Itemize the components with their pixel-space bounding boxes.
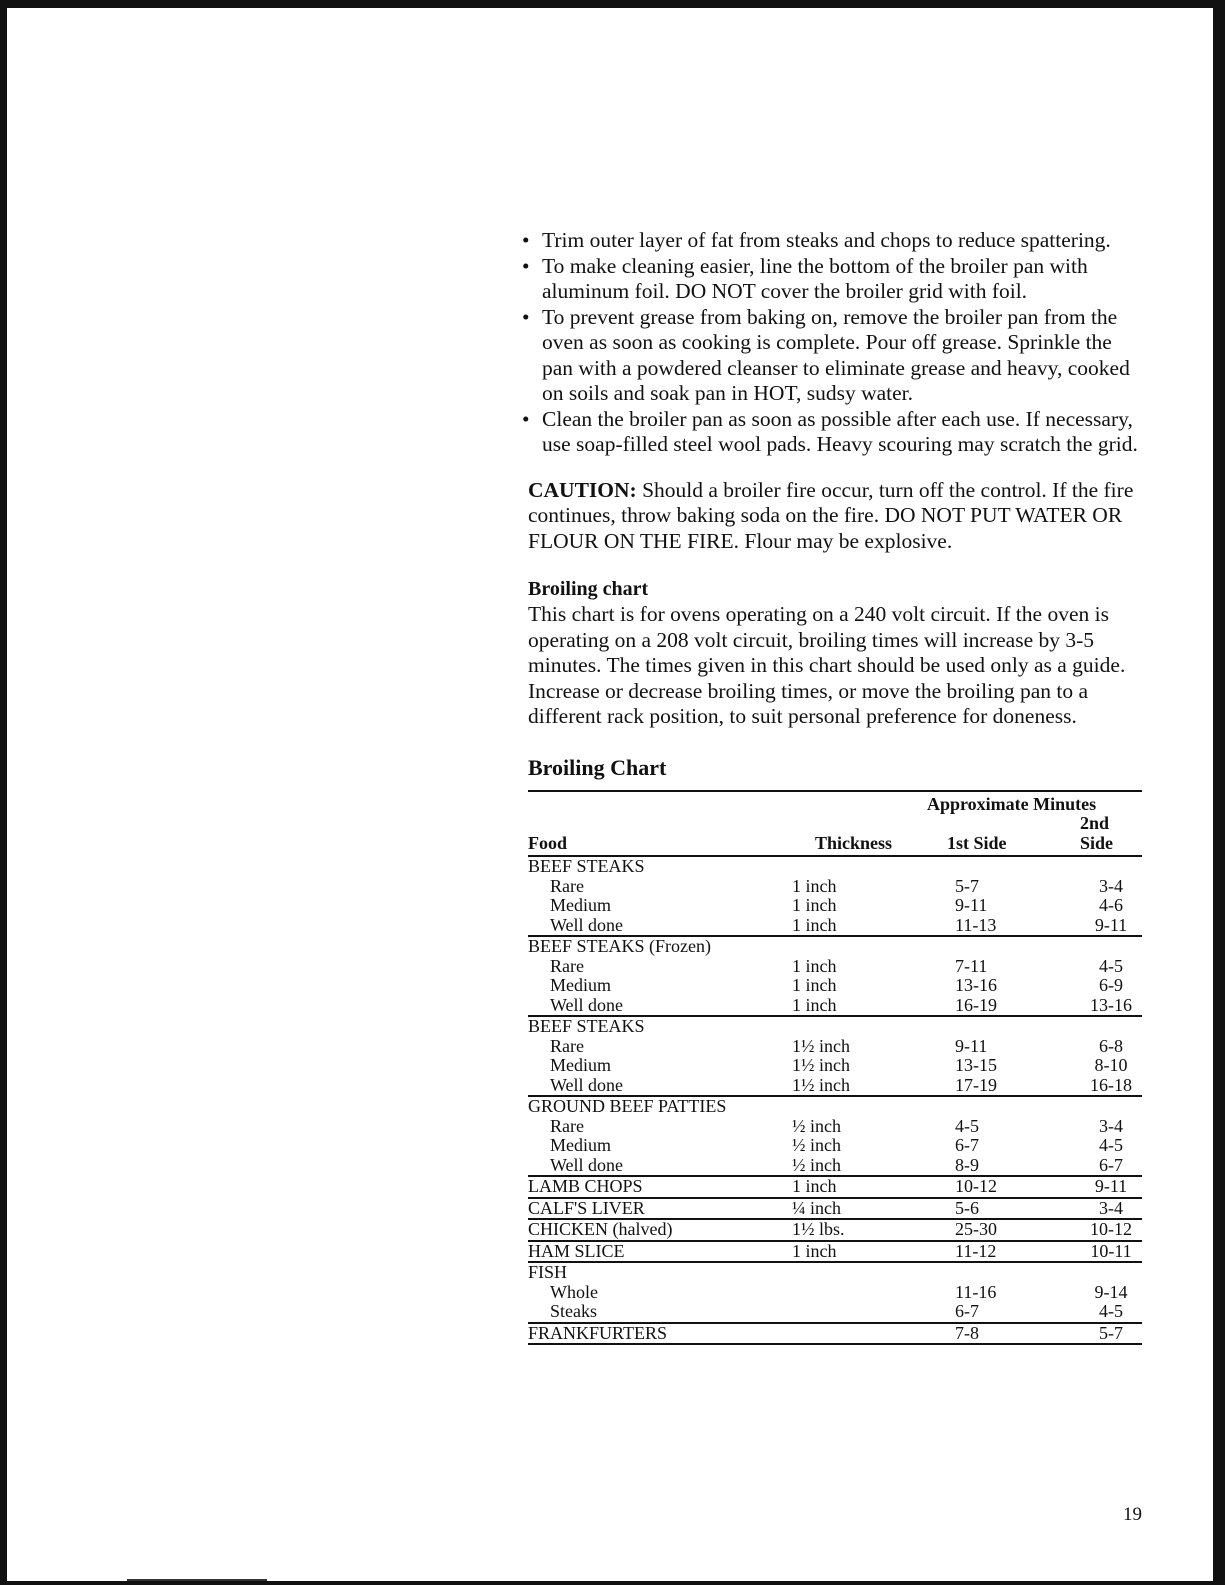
thickness-cell: 1 inch [792, 975, 837, 995]
group-title: BEEF STEAKS [528, 856, 645, 876]
thickness-cell: 1½ inch [792, 1074, 850, 1095]
first-side-cell: 11-12 [955, 1240, 997, 1261]
table-row [528, 976, 1142, 996]
scan-right-edge [1213, 0, 1225, 1585]
group-title-row [528, 936, 1142, 957]
table-row [528, 1037, 1142, 1057]
broiling-chart-title: Broiling Chart [528, 754, 667, 780]
thickness-cell: 1½ lbs. [792, 1219, 845, 1239]
caution-paragraph [528, 478, 1146, 555]
table-row [528, 1241, 1142, 1263]
thickness-cell: ¼ inch [792, 1197, 841, 1218]
second-side-cell: 4-5 [1099, 955, 1123, 976]
first-side-cell: 13-16 [955, 975, 997, 995]
table-row [528, 1136, 1142, 1156]
thickness-cell: ½ inch [792, 1135, 841, 1155]
thickness-cell: ½ inch [792, 1115, 841, 1136]
first-side-cell: 25-30 [955, 1219, 997, 1239]
second-side-cell: 5-7 [1099, 1322, 1123, 1343]
bullet-icon: • [522, 228, 530, 252]
broiling-section-text: This chart is for ovens operating on a 240 volt circuit. If the oven is operating on a 208 volt circuit, broiling times will increase by 3-5 minutes. The times given in this chart should be used only as a guide. Increase or decrease broiling times, or move the broiling pan to a different rack position, to suit personal preference for doneness. [528, 602, 1126, 728]
food-cell: Medium [550, 975, 611, 995]
food-cell: Well done [550, 994, 624, 1015]
tip-item: • Clean the broiler pan as soon as possible after each use. If necessary, use soap-filled steel wool pads. Heavy scouring may scratch the grid. [522, 406, 1138, 456]
group-title-row [528, 856, 1142, 877]
thickness-cell [780, 1302, 927, 1323]
first-side-cell: 6-7 [955, 1301, 979, 1321]
table-row [528, 1176, 1142, 1198]
second-side-column-header: 2nd Side [1080, 813, 1114, 853]
thickness-cell: 1 inch [792, 1176, 837, 1196]
thickness-cell: 1 inch [792, 875, 837, 896]
caution-label: CAUTION: [528, 477, 637, 502]
second-side-cell: 3-4 [1099, 1115, 1123, 1136]
table-row [528, 916, 1142, 937]
bullet-icon: • [522, 253, 530, 278]
group-title: FISH [528, 1262, 568, 1282]
first-side-cell: 4-5 [955, 1115, 979, 1136]
table-row [528, 1283, 1142, 1303]
second-side-cell: 3-4 [1099, 875, 1123, 896]
group-title: GROUND BEEF PATTIES [528, 1096, 727, 1116]
tip-item: • To prevent grease from baking on, remove the broiler pan from the oven as soon as cooking is complete. Pour off grease. Sprinkle the pan with a powdered cleanser to eliminate grease and heavy, cooked on soils and soak pan in HOT, sudsy water. [522, 304, 1130, 405]
group-title-row [528, 1262, 1142, 1283]
thickness-cell: ½ inch [792, 1154, 841, 1175]
second-side-cell: 8-10 [1094, 1055, 1128, 1075]
second-side-cell: 6-9 [1099, 975, 1123, 995]
scan-bottom-edge [0, 1581, 1225, 1585]
first-side-cell: 9-11 [955, 1035, 988, 1056]
table-row [528, 1117, 1142, 1137]
first-side-cell: 11-16 [955, 1281, 997, 1302]
second-side-cell: 9-11 [1094, 914, 1128, 935]
food-cell: Whole [550, 1281, 598, 1302]
food-cell: Well done [550, 914, 624, 935]
thickness-column-header: Thickness [814, 832, 893, 853]
food-cell: CALF'S LIVER [528, 1197, 645, 1218]
food-cell: Well done [550, 1154, 624, 1175]
tip-item: • Trim outer layer of fat from steaks and chops to reduce spattering. [522, 228, 1111, 252]
first-side-column-header: 1st Side [947, 832, 1007, 853]
second-side-cell: 10-12 [1090, 1219, 1132, 1239]
table-row [528, 996, 1142, 1017]
table-row [528, 957, 1142, 977]
thickness-cell [780, 1283, 927, 1303]
food-cell: Medium [550, 895, 611, 915]
tip-item: • To make cleaning easier, line the bottom of the broiler pan with aluminum foil. DO NOT cover the broiler grid with foil. [522, 253, 1088, 303]
food-cell: Well done [550, 1074, 624, 1095]
food-cell: Rare [550, 955, 584, 976]
food-cell: Rare [550, 1115, 584, 1136]
second-side-cell: 4-6 [1099, 895, 1123, 915]
food-cell: Rare [550, 875, 584, 896]
tips-list [522, 228, 1146, 458]
group-title-row [528, 1096, 1142, 1117]
table-row [528, 877, 1142, 897]
second-side-cell: 16-18 [1090, 1074, 1132, 1095]
group-title: BEEF STEAKS (Frozen) [528, 936, 711, 956]
table-body [528, 856, 1142, 1344]
food-column-header: Food [528, 832, 568, 853]
group-title: BEEF STEAKS [528, 1016, 645, 1036]
table-row [528, 896, 1142, 916]
table-row [528, 1198, 1142, 1220]
food-cell: Rare [550, 1035, 584, 1056]
food-cell: LAMB CHOPS [528, 1176, 643, 1196]
second-side-cell: 13-16 [1090, 994, 1132, 1015]
first-side-cell: 7-8 [955, 1322, 979, 1343]
thickness-cell [780, 1323, 927, 1345]
thickness-cell: 1 inch [792, 895, 837, 915]
first-side-cell: 8-9 [955, 1154, 979, 1175]
second-side-cell: 9-11 [1094, 1176, 1128, 1196]
table-row [528, 1219, 1142, 1241]
table-row [528, 1323, 1142, 1345]
broiling-section-heading: Broiling chart [528, 578, 649, 600]
food-cell: Steaks [550, 1301, 597, 1321]
second-side-cell: 10-11 [1090, 1240, 1132, 1261]
thickness-cell: 1½ inch [792, 1035, 850, 1056]
first-side-cell: 9-11 [955, 895, 988, 915]
first-side-cell: 16-19 [955, 994, 997, 1015]
first-side-cell: 10-12 [955, 1176, 997, 1196]
thickness-cell: 1 inch [792, 955, 837, 976]
second-side-cell: 4-5 [1099, 1135, 1123, 1155]
scan-left-edge [0, 0, 7, 1585]
table-row [528, 1056, 1142, 1076]
thickness-cell: 1 inch [792, 1240, 837, 1261]
first-side-cell: 17-19 [955, 1074, 997, 1095]
bullet-icon: • [522, 406, 530, 431]
approx-minutes-header: Approximate Minutes [927, 793, 1097, 814]
scan-mark [127, 1579, 267, 1581]
first-side-cell: 11-13 [955, 914, 997, 935]
food-cell: HAM SLICE [528, 1240, 625, 1261]
second-side-cell: 9-14 [1094, 1281, 1128, 1302]
table-row [528, 1076, 1142, 1097]
food-cell: Medium [550, 1135, 611, 1155]
first-side-cell: 6-7 [955, 1135, 979, 1155]
table-row [528, 1302, 1142, 1323]
food-cell: FRANKFURTERS [528, 1322, 667, 1343]
thickness-cell: 1½ inch [792, 1055, 850, 1075]
second-side-cell: 6-7 [1099, 1154, 1123, 1175]
group-title-row [528, 1016, 1142, 1037]
second-side-cell: 4-5 [1099, 1301, 1123, 1321]
page-number: 19 [1123, 1504, 1142, 1525]
food-cell: Medium [550, 1055, 611, 1075]
first-side-cell: 5-6 [955, 1197, 979, 1218]
bullet-icon: • [522, 304, 530, 329]
second-side-cell: 3-4 [1099, 1197, 1123, 1218]
first-side-cell: 5-7 [955, 875, 979, 896]
thickness-cell: 1 inch [792, 994, 837, 1015]
food-cell: CHICKEN (halved) [528, 1219, 673, 1239]
scan-top-edge [0, 0, 1225, 8]
first-side-cell: 7-11 [955, 955, 988, 976]
broiling-chart-table [528, 790, 1142, 1346]
table-row [528, 1156, 1142, 1177]
first-side-cell: 13-15 [955, 1055, 997, 1075]
caution-text: Should a broiler fire occur, turn off the control. If the fire continues, throw baking soda on the fire. DO NOT PUT WATER OR FLOUR ON THE FIRE. Flour may be explosive. [528, 477, 1134, 553]
second-side-cell: 6-8 [1099, 1035, 1123, 1056]
thickness-cell: 1 inch [792, 914, 837, 935]
page-content [522, 228, 1146, 1345]
